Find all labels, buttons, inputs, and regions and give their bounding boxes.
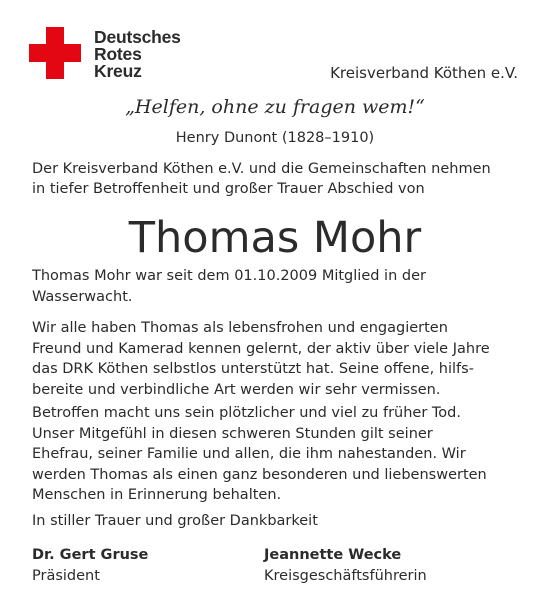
signature-manager <box>264 545 427 587</box>
paragraph-tribute <box>32 318 518 400</box>
logo-wordmark <box>94 29 181 80</box>
drk-logo <box>29 27 181 80</box>
logo-line-3: Kreuz <box>94 61 142 81</box>
closing-line: In stiller Trauer und großer Dankbarkeit <box>32 513 318 529</box>
paragraph-line: Betroffen macht uns sein plötzlicher und viel zu früher Tod. <box>32 405 461 421</box>
signature-president <box>32 545 148 587</box>
organization-name: Kreisverband Köthen e.V. <box>330 64 518 82</box>
signer-name: Dr. Gert Gruse <box>32 547 149 563</box>
red-cross-icon <box>29 27 81 79</box>
logo-line-1: Deutsches <box>94 27 181 47</box>
paragraph-condolence <box>32 403 518 506</box>
paragraph-line: Wir alle haben Thomas als lebensfrohen und engagierten <box>32 320 448 336</box>
paragraph-line: Wasserwacht. <box>32 288 133 305</box>
logo-line-2: Rotes <box>94 44 142 64</box>
paragraph-line: Unser Mitgefühl in diesen schweren Stunden gilt seiner <box>32 425 433 442</box>
paragraph-line: Thomas Mohr war seit dem 01.10.2009 Mitglied in der <box>32 268 426 284</box>
motto-quote: „Helfen, ohne zu fragen wem!“ <box>125 96 425 118</box>
paragraph-line: das DRK Köthen selbstlos unterstützt hat. Seine offene, hilfs- <box>32 361 474 377</box>
signer-name: Jeannette Wecke <box>264 547 402 563</box>
paragraph-line: Freund und Kamerad kennen gelernt, der aktiv über viele Jahre <box>32 340 490 357</box>
signer-role: Kreisgeschäftsführerin <box>264 568 427 584</box>
paragraph-line: bereite und verbindliche Art werden wir sehr vermissen. <box>32 381 441 398</box>
paragraph-line: Menschen in Erinnerung behalten. <box>32 487 282 503</box>
deceased-name: Thomas Mohr <box>128 213 422 263</box>
paragraph-line: werden Thomas als einen ganz besonderen und liebenswerten <box>32 466 487 483</box>
intro-text <box>32 159 522 199</box>
paragraph-line: Ehefrau, seiner Familie und allen, die ihm nahestanden. Wir <box>32 446 466 462</box>
paragraph-membership <box>32 266 518 307</box>
motto-author: Henry Dunont (1828–1910) <box>175 130 375 146</box>
intro-line: Der Kreisverband Köthen e.V. und die Gemeinschaften nehmen <box>32 161 491 177</box>
intro-line: in tiefer Betroffenheit und großer Trauer Abschied von <box>32 181 425 197</box>
signer-role: Präsident <box>32 568 100 584</box>
